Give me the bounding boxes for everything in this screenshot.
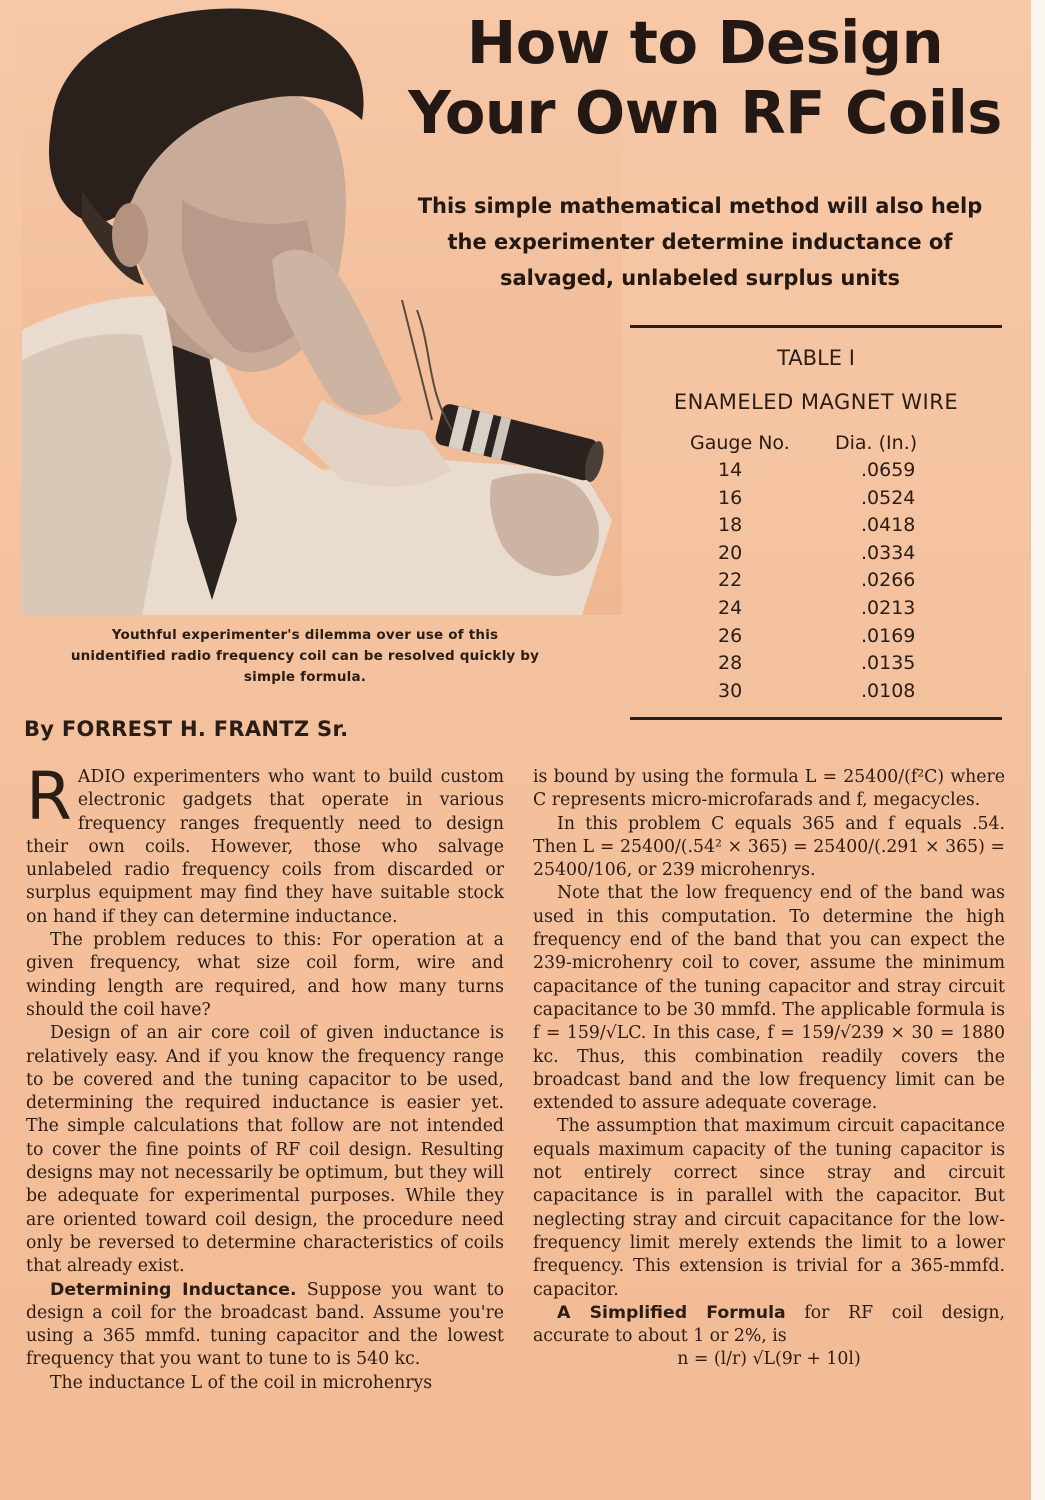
table-title: TABLE I (777, 346, 855, 370)
gauge-cell: 28 (718, 652, 743, 675)
diameter-cell: .0334 (861, 541, 916, 564)
wire-table (690, 430, 917, 705)
paragraph-5-cont: is bound by using the formula L = 25400/(f²C) where C represents micro-microfarads and f, megacycles. (533, 767, 1005, 811)
gauge-cell: 20 (718, 541, 743, 564)
page-edge (1031, 0, 1045, 1500)
title-line-1: How to Design (466, 8, 944, 77)
paragraph-3: Design of an air core coil of given inductance is relatively easy. And if you know the frequency range to be covered and the tuning capacitor to be used, determining the required inductance is easier yet. The simple calculations that follow are not intended to cover the fine points of RF coil design. Resulting designs may not necessarily be optimum, but they will be adequate for experimental purposes. While they are oriented toward coil design, the procedure need only be reversed to determine characteristics of coils that already exist. (26, 1023, 504, 1277)
gauge-cell: 18 (718, 514, 743, 537)
diameter-cell: .0266 (861, 569, 916, 592)
title-line-2: Your Own RF Coils (408, 78, 1002, 147)
diameter-cell: .0108 (861, 679, 916, 702)
table-row (690, 567, 917, 595)
paragraph-8: The assumption that maximum circuit capacitance equals maximum capacity of the tuning capacitor is not entirely correct since stray and circuit capacitance is in parallel with the capacitor. But neglecting stray and circuit capacitance for the low-frequency limit merely extends the limit to a lower frequency. This extension is trivial for a 365-mmfd. capacitor. (533, 1116, 1005, 1300)
gauge-cell: 16 (718, 486, 743, 509)
table-row (690, 512, 917, 540)
article-subtitle: This simple mathematical method will also help the experimenter determine inductance of salvaged, unlabeled surplus units (417, 194, 983, 290)
paragraph-4-text: Suppose you want to design a coil for the broadcast band. Assume you're using a 365 mmfd. tuning capacitor and the lowest frequency that you want to tune to is 540 kc. (26, 1279, 504, 1370)
paragraph-4 (26, 1279, 504, 1372)
paragraph-1 (26, 758, 504, 929)
column-1 (26, 758, 504, 1395)
diameter-cell: .0213 (861, 596, 916, 619)
drop-cap: R (26, 758, 72, 835)
diameter-cell: .0169 (861, 624, 916, 647)
col-header-gauge: Gauge No. (690, 432, 790, 454)
paragraph-1-text: ADIO experimenters who want to build custom electronic gadgets that operate in various frequency ranges frequently need to design their own coils. However, those who salvage unlabeled radio frequency coils from discarded or surplus equipment may find they have suitable stock on hand if they can determine inductance. (26, 767, 504, 927)
coil-formula: n = (l/r) √L(9r + 10l) (677, 1349, 861, 1370)
table-row (690, 678, 917, 706)
paragraph-2: The problem reduces to this: For operation at a given frequency, what size coil form, wire and winding length are required, and how many turns should the coil have? (26, 930, 504, 1020)
table-row (690, 540, 917, 568)
paragraph-9 (533, 1302, 1005, 1349)
paragraph-5-start: The inductance L of the coil in microhenrys (50, 1372, 433, 1393)
paragraph-6: In this problem C equals 365 and f equals .54. Then L = 25400/(.54² × 365) = 25400/(.291 × 365) = 25400/106, or 239 microhenrys. (533, 813, 1005, 881)
table-subtitle: ENAMELED MAGNET WIRE (673, 390, 959, 414)
col-header-diameter: Dia. (In.) (835, 432, 918, 454)
table-row (690, 595, 917, 623)
photo-caption: Youthful experimenter's dilemma over use of this unidentified radio frequency coil can be resolved quickly by simple formula. (70, 627, 540, 685)
table-bottom-rule (630, 717, 1002, 720)
wire-table-block (630, 325, 1002, 720)
section-lead-simplified-formula: A Simplified Formula (557, 1302, 786, 1323)
column-2 (533, 766, 1005, 1372)
table-top-rule (630, 325, 1002, 328)
gauge-cell: 14 (718, 459, 743, 481)
byline: By FORREST H. FRANTZ Sr. (24, 717, 349, 741)
table-row (690, 650, 917, 678)
section-lead-determining-inductance: Determining Inductance. (50, 1279, 297, 1300)
paragraph-9-text: for RF coil design, accurate to about 1 or 2%, is (533, 1302, 1006, 1347)
diameter-cell: .0659 (861, 459, 916, 481)
diameter-cell: .0418 (861, 514, 916, 537)
gauge-cell: 24 (718, 596, 743, 619)
diameter-cell: .0135 (861, 652, 916, 675)
gauge-cell: 26 (718, 624, 743, 647)
table-row (690, 457, 917, 485)
diameter-cell: .0524 (861, 486, 916, 509)
article-title (380, 8, 1030, 148)
gauge-cell: 30 (718, 679, 743, 702)
table-row (690, 485, 917, 513)
paragraph-7: Note that the low frequency end of the band was used in this computation. To determine the high frequency end of the band that you can expect the 239-microhenry coil to cover, assume the minimum capacitance of the tuning capacitor and stray circuit capacitance to be 30 mmfd. The applicable formula is f = 159/√LC. In this case, f = 159/√239 × 30 = 1880 kc. Thus, this combination readily covers the broadcast band and the low frequency limit can be extended to assure adequate coverage. (533, 883, 1005, 1114)
gauge-cell: 22 (718, 569, 743, 592)
table-row (690, 623, 917, 651)
